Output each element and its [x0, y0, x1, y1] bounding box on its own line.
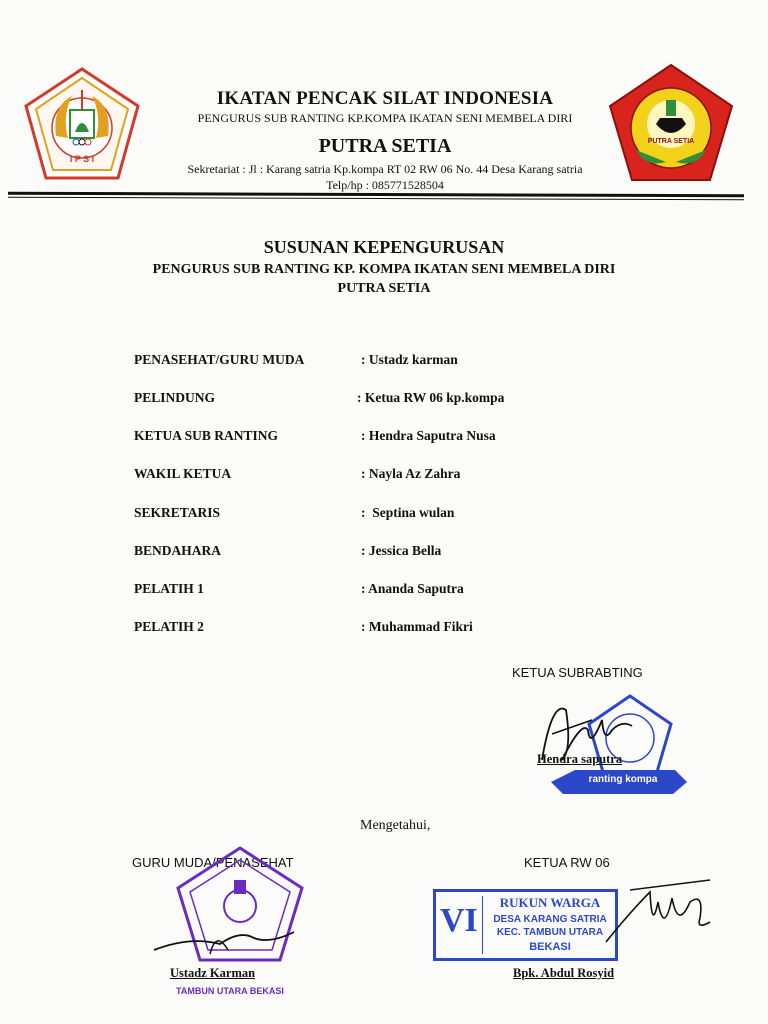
ipsi-logo-bottom-text: I P S I [69, 154, 95, 164]
rw-title: KETUA RW 06 [524, 855, 610, 870]
roster-role: BENDAHARA [134, 543, 222, 558]
roster-value: : Muhammad Fikri [361, 619, 473, 634]
roster-role: PELINDUNG [134, 390, 216, 405]
roster-value: : Septina wulan [361, 505, 455, 520]
document-subtitle-line1: PENGURUS SUB RANTING KP. KOMPA IKATAN SENI MEMBELA DIRI [152, 262, 616, 277]
rw-stamp-numeral: VI [440, 902, 478, 939]
address: Sekretariat : Jl : Karang satria Kp.kompa RT 02 RW 06 No. 44 Desa Karang satria [187, 162, 583, 176]
roster-role: PENASEHAT/GURU MUDA [134, 352, 305, 367]
rw-stamp-line1: RUKUN WARGA [499, 895, 601, 910]
roster-value: : Ananda Saputra [361, 581, 464, 596]
putra-setia-logo-icon [606, 62, 736, 184]
header-divider-thin [8, 197, 744, 201]
guru-title: GURU MUDA/PENASEHAT [132, 855, 294, 870]
roster-role: WAKIL KETUA [134, 466, 232, 481]
roster-value: : Hendra Saputra Nusa [361, 428, 496, 443]
phone: Telp/hp : 085771528504 [326, 178, 444, 192]
rw-signature-icon [600, 872, 720, 952]
putra-setia-logo-band: PUTRA SETIA [647, 138, 695, 145]
roster-value: : Jessica Bella [361, 543, 442, 558]
club-name: PUTRA SETIA [318, 135, 452, 157]
roster-role: PELATIH 2 [134, 619, 204, 634]
ketua-name: Hendra saputra [537, 752, 623, 766]
sub-org: PENGURUS SUB RANTING KP.KOMPA IKATAN SENI MEMBELA DIRI [197, 111, 573, 125]
rw-stamp [433, 889, 618, 961]
roster-value: : Ketua RW 06 kp.kompa [357, 390, 505, 405]
roster-role: PELATIH 1 [134, 581, 204, 596]
ipsi-logo-icon [22, 66, 142, 182]
guru-signature-icon [150, 910, 300, 970]
rw-stamp-line3: KEC. TAMBUN UTARA [496, 927, 604, 938]
document-title: SUSUNAN KEPENGURUSAN [263, 237, 505, 257]
guru-stamp-text: TAMBUN UTARA BEKASI [176, 986, 284, 996]
rw-stamp-line4: BEKASI [529, 941, 571, 953]
ketua-title: KETUA SUBRABTING [512, 665, 643, 680]
org-name: IKATAN PENCAK SILAT INDONESIA [216, 88, 554, 109]
document-subtitle-line2: PUTRA SETIA [337, 281, 431, 296]
roster-role: KETUA SUB RANTING [134, 428, 279, 443]
guru-name: Ustadz Karman [170, 966, 256, 980]
roster-value: : Nayla Az Zahra [361, 466, 461, 481]
ranting-stamp-band: ranting kompa [588, 774, 658, 785]
rw-stamp-line2: DESA KARANG SATRIA [493, 914, 607, 925]
roster-value: : Ustadz karman [361, 352, 458, 367]
rw-name: Bpk. Abdul Rosyid [513, 966, 615, 980]
roster-role: SEKRETARIS [134, 505, 221, 520]
mengetahui-label: Mengetahui, [360, 818, 431, 833]
